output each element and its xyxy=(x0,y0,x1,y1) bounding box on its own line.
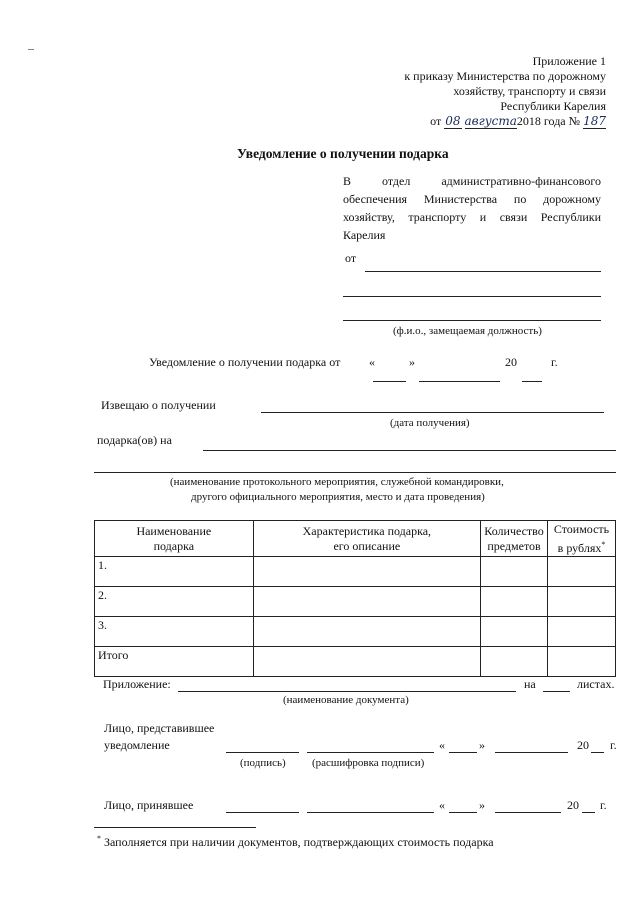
description-cell[interactable] xyxy=(253,557,480,587)
row-label: 3. xyxy=(95,617,254,647)
from-label: от xyxy=(345,251,357,265)
handwritten-day: 08 xyxy=(445,114,461,128)
description-cell[interactable] xyxy=(253,617,480,647)
presenter-year: 20 xyxy=(577,738,589,752)
presenter-signature-field[interactable] xyxy=(226,752,299,753)
header-gift-description: Характеристика подарка, его описание xyxy=(253,521,480,557)
notice-g: г. xyxy=(551,355,558,369)
receiver-g: г. xyxy=(600,798,607,812)
notice-quote-open: « xyxy=(369,355,375,369)
appendix-line-1: Приложение 1 xyxy=(532,54,606,68)
handwritten-month: августа xyxy=(464,114,517,128)
notice-month-field[interactable] xyxy=(419,381,500,382)
header-cost: Стоимость в рублях* xyxy=(548,521,616,557)
description-cell[interactable] xyxy=(253,647,480,677)
notice-label: Уведомление о получении подарка от xyxy=(149,355,341,369)
receiver-quote-close: » xyxy=(479,798,485,812)
receipt-date-caption: (дата получения) xyxy=(390,417,470,429)
presenter-label-1: Лицо, представившее xyxy=(104,721,215,735)
footnote xyxy=(97,834,494,850)
cost-cell[interactable] xyxy=(548,557,616,587)
notice-year-field[interactable] xyxy=(522,381,542,382)
presenter-decode-field[interactable] xyxy=(307,752,434,753)
header-gift-name: Наименование подарка xyxy=(95,521,254,557)
appendix-line-2: к приказу Министерства по дорожному xyxy=(404,69,606,83)
appendix-line-4: Республики Карелия xyxy=(500,99,606,113)
attachment-sheets-field[interactable] xyxy=(543,691,570,692)
attachment-on: на xyxy=(524,677,536,691)
notice-year: 20 xyxy=(505,355,517,369)
quantity-cell[interactable] xyxy=(481,557,548,587)
gift-event-field-1[interactable] xyxy=(203,450,616,451)
presenter-year-field[interactable] xyxy=(591,752,604,753)
event-caption-2: другого официального мероприятия, место и дата проведения) xyxy=(191,491,485,503)
footnote-divider xyxy=(94,827,256,828)
attachment-label: Приложение: xyxy=(103,677,171,691)
footnote-text: Заполняется при наличии документов, подтверждающих стоимость подарка xyxy=(104,835,494,849)
receiver-signature-field[interactable] xyxy=(226,812,299,813)
table-row-total xyxy=(95,647,616,677)
description-cell[interactable] xyxy=(253,587,480,617)
footnote-asterisk: * xyxy=(97,834,101,843)
signature-caption: (подпись) xyxy=(240,757,286,769)
presenter-label-2: уведомление xyxy=(104,738,170,752)
footnote-mark: * xyxy=(601,539,606,549)
row-label: 1. xyxy=(95,557,254,587)
receiver-day-field[interactable] xyxy=(449,812,477,813)
presenter-month-field[interactable] xyxy=(495,752,568,753)
notice-day-field[interactable] xyxy=(373,381,406,382)
document-title: Уведомление о получении подарка xyxy=(237,146,449,161)
addressee-row-4: Карелия xyxy=(343,228,386,242)
receiver-year-field[interactable] xyxy=(582,812,595,813)
gift-event-field-2[interactable] xyxy=(94,472,616,473)
row-label: Итого xyxy=(95,647,254,677)
cost-cell[interactable] xyxy=(548,647,616,677)
receiver-quote-open: « xyxy=(439,798,445,812)
handwritten-order-number: 187 xyxy=(583,114,606,128)
presenter-day-field[interactable] xyxy=(449,752,477,753)
header-quantity: Количество предметов xyxy=(481,521,548,557)
receiver-label: Лицо, принявшее xyxy=(104,798,194,812)
presenter-quote-close: » xyxy=(479,738,485,752)
cost-cell[interactable] xyxy=(548,617,616,647)
addressee-row-2: обеспечения Министерства по дорожному xyxy=(343,192,601,206)
from-field-1[interactable] xyxy=(365,271,601,272)
row-label: 2. xyxy=(95,587,254,617)
attachment-field[interactable] xyxy=(178,691,516,692)
addressee-row-1: В отдел административно-финансового xyxy=(343,174,601,188)
event-caption-1: (наименование протокольного мероприятия, служебной командировки, xyxy=(170,476,504,488)
table-row xyxy=(95,617,616,647)
receiver-year: 20 xyxy=(567,798,579,812)
appendix-date-line: от 08 августа2018 года № 187 xyxy=(430,114,606,128)
table-row xyxy=(95,557,616,587)
quantity-cell[interactable] xyxy=(481,617,548,647)
from-caption: (ф.и.о., замещаемая должность) xyxy=(393,325,542,337)
appendix-line-3: хозяйству, транспорту и связи xyxy=(453,84,606,98)
receiver-decode-field[interactable] xyxy=(307,812,434,813)
presenter-quote-open: « xyxy=(439,738,445,752)
attachment-sheets: листах. xyxy=(577,677,615,691)
attachment-caption: (наименование документа) xyxy=(283,694,409,706)
from-field-2[interactable] xyxy=(343,296,601,297)
table-header-row xyxy=(95,521,616,557)
scan-mark xyxy=(28,49,34,50)
addressee-block xyxy=(343,172,601,244)
addressee-row-3: хозяйству, транспорту и связи Республики xyxy=(343,210,601,224)
appendix-header xyxy=(404,54,606,129)
gift-event-label: подарка(ов) на xyxy=(97,433,172,447)
receipt-label: Извещаю о получении xyxy=(101,398,216,412)
table-row xyxy=(95,587,616,617)
presenter-g: г. xyxy=(610,738,617,752)
from-field-3[interactable] xyxy=(343,320,601,321)
decode-caption: (расшифровка подписи) xyxy=(312,757,425,769)
notice-quote-close: » xyxy=(409,355,415,369)
gifts-table xyxy=(94,520,616,677)
quantity-cell[interactable] xyxy=(481,647,548,677)
cost-cell[interactable] xyxy=(548,587,616,617)
receipt-date-field[interactable] xyxy=(261,412,604,413)
quantity-cell[interactable] xyxy=(481,587,548,617)
receiver-month-field[interactable] xyxy=(495,812,561,813)
